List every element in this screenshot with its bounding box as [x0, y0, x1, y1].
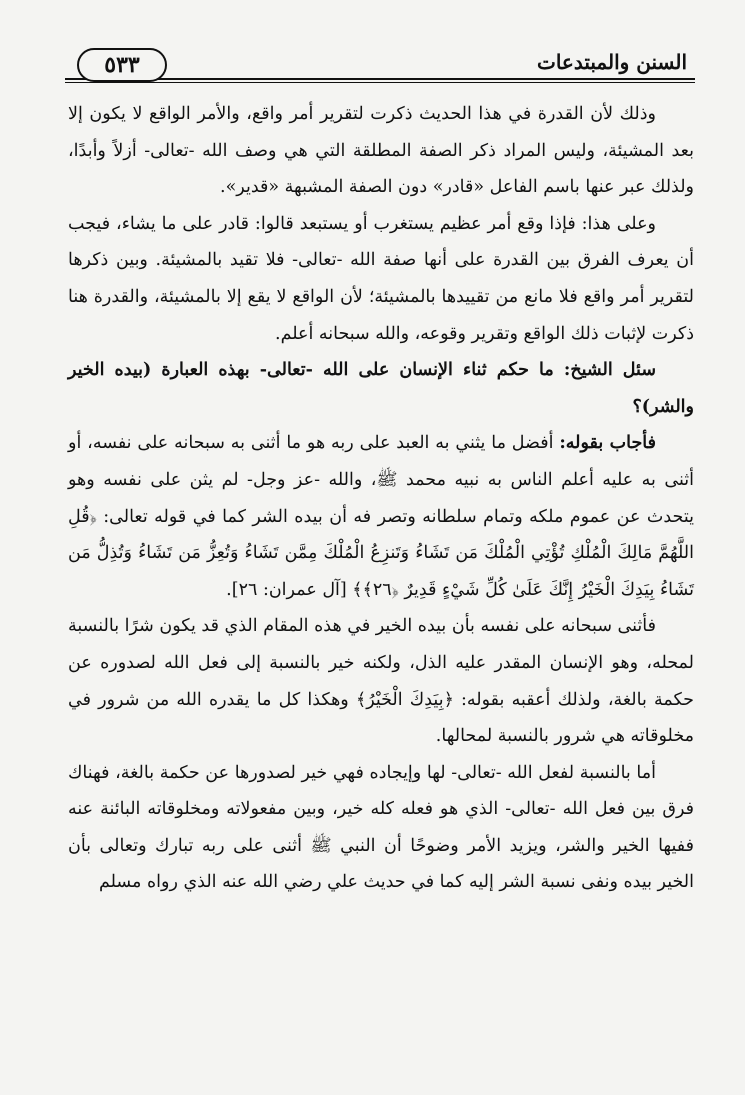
answer [68, 425, 694, 608]
question [68, 352, 694, 425]
answer-label: فأجاب بقوله: [559, 433, 656, 454]
page-header [65, 42, 695, 86]
page-body [68, 96, 694, 901]
paragraph: وذلك لأن القدرة في هذا الحديث ذكرت لتقرير أمر واقع، والأمر الواقع لا يكون إلا بعد المشيئة، وليس المراد ذكر الصفة المطلقة التي هي وصف الله -تعالى- أزلاً وأبدًا، ولذلك عبر عنها باسم الفاعل «قادر» دون الصفة المشبهة «قدير». [68, 104, 694, 198]
paragraph: وعلى هذا: فإذا وقع أمر عظيم يستغرب أو يستبعد قالوا: قادر على ما يشاء، فيجب أن يعرف الفرق بين القدرة على أنها صفة الله -تعالى- فلا تقيد بالمشيئة. وبين ذكرها لتقرير أمر واقع فلا مانع من تقييدها بالمشيئة؛ لأن الواقع لا يقع إلا بالمشيئة، والقدرة هنا ذكرت لإثبات ذلك الواقع وتقرير وقوعه، والله سبحانه أعلم. [68, 213, 694, 344]
paragraph: فأثنى سبحانه على نفسه بأن بيده الخير في هذه المقام الذي قد يكون شرًا بالنسبة لمحله، وهو الإنسان المقدر عليه الذل، ولكنه خير بالنسبة إلى فعل الله لصدوره عن حكمة بالغة، ولذلك أعقبه بقوله: ﴿بِيَدِكَ الْخَيْرُ﴾ وهكذا كل ما يقدره الله من شرور في مخلوقاته هي شرور بالنسبة لمحالها. [68, 616, 694, 747]
paragraph: أما بالنسبة لفعل الله -تعالى- لها وإيجاده فهي خير لصدورها عن حكمة بالغة، فهناك فرق بين فعل الله -تعالى- الذي هو فعله كله خير، وبين مفعولاته ومخلوقاته البائنة عنه ففيها الخير والشر، ويزيد الأمر وضوحًا أن النبي ﷺ أثنى على ربه تبارك وتعالى بأن الخير بيده ونفى نسبة الشر إليه كما في حديث علي رضي الله عنه الذي رواه مسلم [68, 762, 694, 893]
question-label: سئل الشيخ: [563, 360, 657, 381]
header-rule-thin [65, 82, 695, 83]
answer-text: أفضل ما يثني به العبد على ربه هو ما أثنى به سبحانه على نفسه، أو أثنى به عليه أعلم الناس به نبيه محمد ﷺ، والله -عز وجل- لم يثن على نفسه وهو يتحدث عن عموم ملكه وتمام سلطانه وتصر فه أن بيده الشر كما في قوله تعالى: ﴿قُلِ اللَّهُمَّ مَالِكَ الْمُلْكِ تُؤْتِي الْمُلْكَ مَن تَشَاءُ وَتَنزِعُ الْمُلْكَ مِمَّن تَشَاءُ وَتُعِزُّ مَن تَشَاءُ وَتُذِلُّ مَن تَشَاءُ بِيَدِكَ الْخَيْرُ إِنَّكَ عَلَىٰ كُلِّ شَيْءٍ قَدِيرٌ ﴿٢٦﴾﴾ [آل عمران: ٢٦]. [68, 433, 694, 600]
page-number: ٥٣٣ [77, 48, 167, 82]
question-text: ما حكم ثناء الإنسان على الله -تعالى- بهذه العبارة (بيده الخير والشر)؟ [68, 360, 694, 417]
running-title: السنن والمبتدعات [536, 50, 687, 74]
